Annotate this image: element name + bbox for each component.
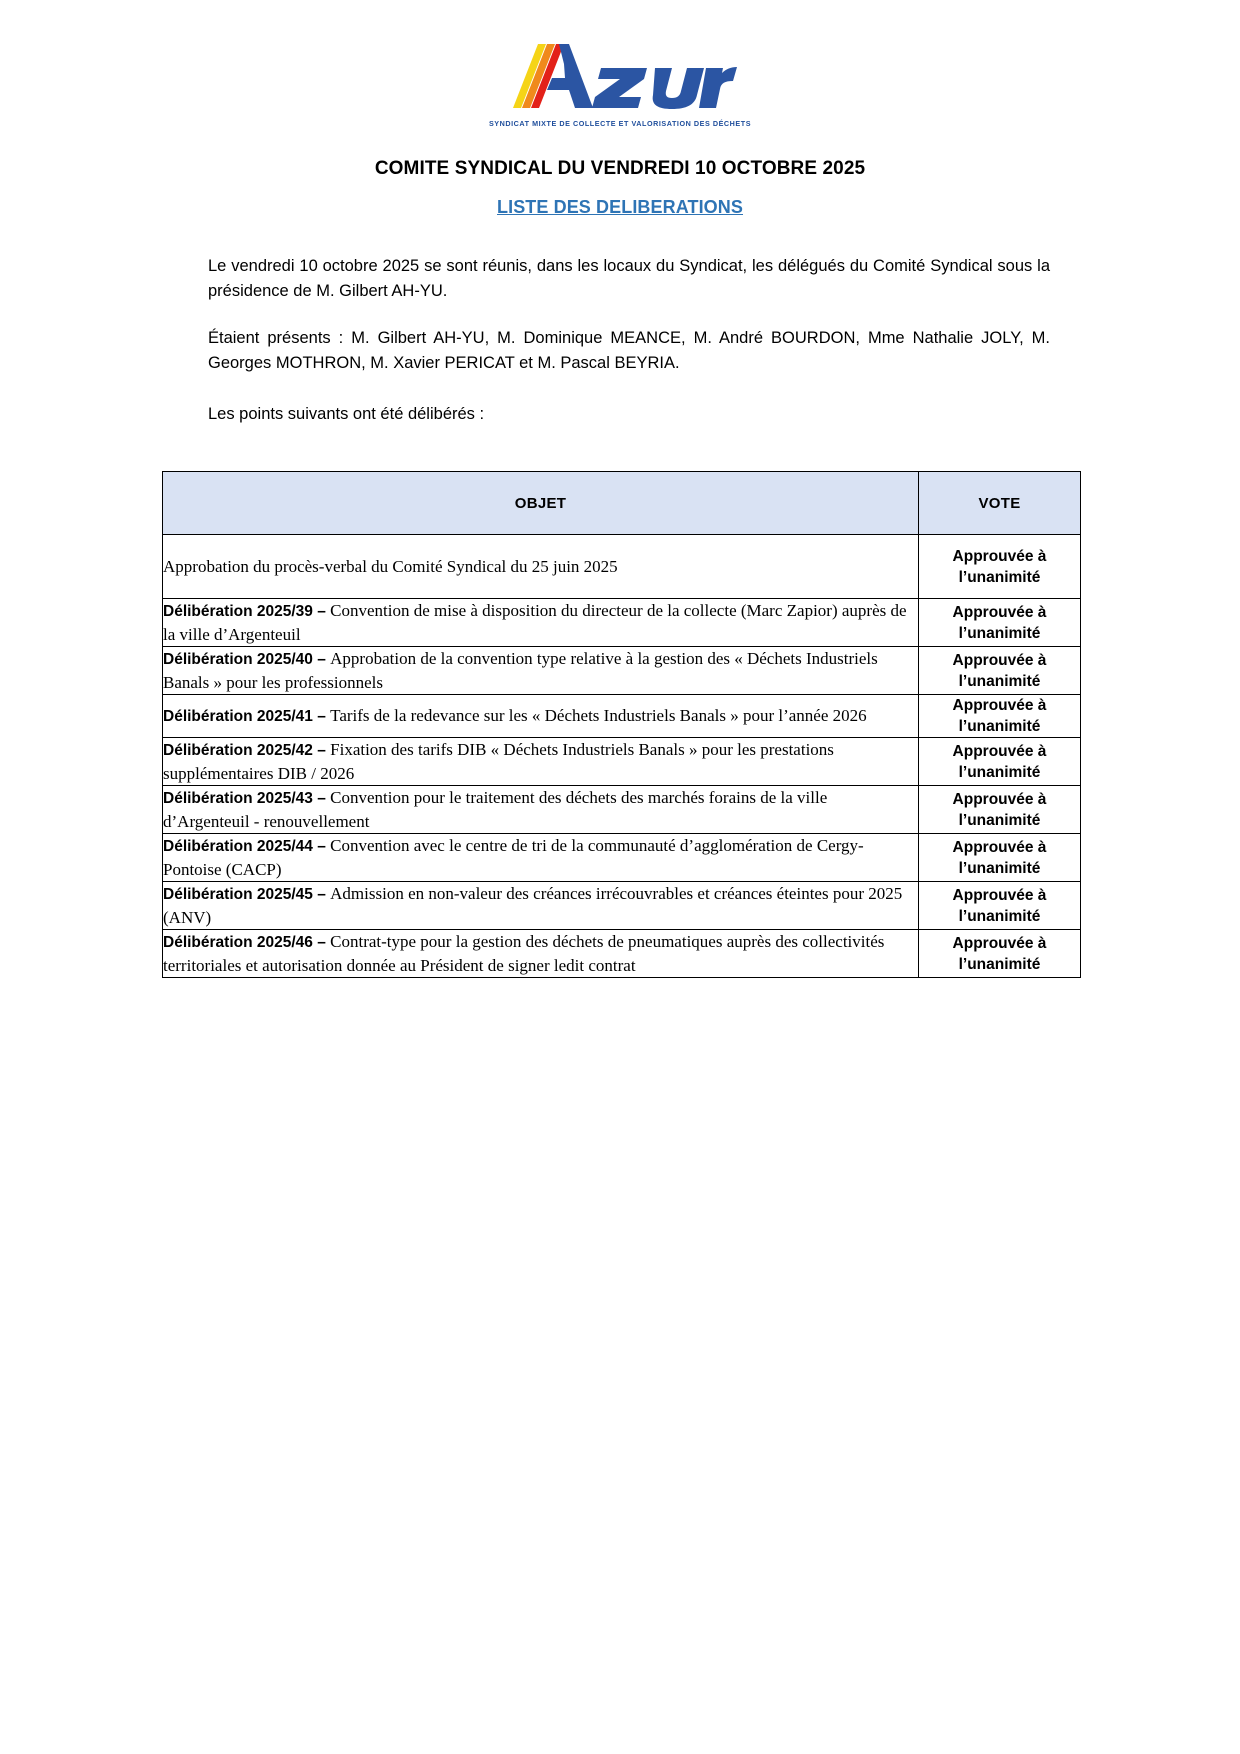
table-row <box>163 695 1081 738</box>
deliberation-number: Délibération 2025/44 – <box>163 838 331 855</box>
cell-vote: Approuvée à l’unanimité <box>919 882 1081 930</box>
cell-vote: Approuvée à l’unanimité <box>919 930 1081 978</box>
deliberation-number: Délibération 2025/39 – <box>163 603 331 620</box>
deliberation-subject: Approbation du procès-verbal du Comité Syndical du 25 juin 2025 <box>163 557 618 576</box>
table-row <box>163 738 1081 786</box>
deliberation-subject: Admission en non-valeur des créances irrécouvrables et créances éteintes pour 2025 (ANV) <box>163 884 903 927</box>
table-row <box>163 786 1081 834</box>
cell-objet <box>163 695 919 738</box>
deliberation-number: Délibération 2025/40 – <box>163 651 331 668</box>
cell-vote: Approuvée à l’unanimité <box>919 738 1081 786</box>
deliberation-subject: Convention de mise à disposition du directeur de la collecte (Marc Zapior) auprès de la ville d’Argenteuil <box>163 601 907 644</box>
cell-objet <box>163 599 919 647</box>
intro-paragraph-3: Les points suivants ont été délibérés : <box>208 405 485 423</box>
deliberation-number: Délibération 2025/43 – <box>163 790 331 807</box>
cell-objet <box>163 882 919 930</box>
deliberations-table-wrapper <box>162 471 1078 978</box>
azur-logo-tagline: SYNDICAT MIXTE DE COLLECTE ET VALORISATION DES DÉCHETS <box>488 119 752 128</box>
deliberation-number: Délibération 2025/42 – <box>163 742 331 759</box>
table-row <box>163 882 1081 930</box>
logo-block <box>0 0 1240 128</box>
deliberation-subject: Tarifs de la redevance sur les « Déchets Industriels Banals » pour l’année 2026 <box>330 706 867 725</box>
cell-vote: Approuvée à l’unanimité <box>919 599 1081 647</box>
cell-objet <box>163 647 919 695</box>
cell-vote: Approuvée à l’unanimité <box>919 786 1081 834</box>
cell-objet <box>163 786 919 834</box>
cell-objet <box>163 535 919 599</box>
deliberation-number: Délibération 2025/46 – <box>163 934 331 951</box>
table-row <box>163 647 1081 695</box>
azur-logo-mark <box>497 38 743 116</box>
table-row <box>163 930 1081 978</box>
cell-vote: Approuvée à l’unanimité <box>919 535 1081 599</box>
page-subtitle: LISTE DES DELIBERATIONS <box>497 197 743 217</box>
deliberation-number: Délibération 2025/41 – <box>163 708 331 725</box>
cell-objet <box>163 738 919 786</box>
table-row <box>163 535 1081 599</box>
cell-vote: Approuvée à l’unanimité <box>919 647 1081 695</box>
table-header-row <box>163 472 1081 535</box>
deliberation-subject: Convention avec le centre de tri de la communauté d’agglomération de Cergy-Pontoise (CACP) <box>163 836 864 879</box>
deliberation-subject: Fixation des tarifs DIB « Déchets Industriels Banals » pour les prestations supplémentaires DIB / 2026 <box>163 740 834 783</box>
cell-vote: Approuvée à l’unanimité <box>919 695 1081 738</box>
table-body <box>163 535 1081 978</box>
deliberation-number: Délibération 2025/45 – <box>163 886 331 903</box>
cell-objet <box>163 834 919 882</box>
cell-vote: Approuvée à l’unanimité <box>919 834 1081 882</box>
column-header-vote: VOTE <box>919 472 1081 535</box>
table-row <box>163 834 1081 882</box>
deliberation-subject: Contrat-type pour la gestion des déchets de pneumatiques auprès des collectivités territoriales et autorisation donnée au Président de signer ledit contrat <box>163 932 885 975</box>
column-header-objet: OBJET <box>163 472 919 535</box>
deliberation-subject: Approbation de la convention type relative à la gestion des « Déchets Industriels Banals » pour les professionnels <box>163 649 878 692</box>
azur-logo <box>475 38 765 128</box>
intro-paragraph-1: Le vendredi 10 octobre 2025 se sont réunis, dans les locaux du Syndicat, les délégués du Comité Syndical sous la présidence de M. Gilbert AH-YU. <box>208 257 1050 300</box>
page-title: COMITE SYNDICAL DU VENDREDI 10 OCTOBRE 2025 <box>374 158 866 179</box>
intro-text-block <box>190 254 1050 427</box>
table-head <box>163 472 1081 535</box>
intro-paragraph-2: Étaient présents : M. Gilbert AH-YU, M. Dominique MEANCE, M. André BOURDON, Mme Nathalie JOLY, M. Georges MOTHRON, M. Xavier PERICAT et M. Pascal BEYRIA. <box>208 329 1050 372</box>
azur-wordmark-icon <box>497 42 743 116</box>
table-row <box>163 599 1081 647</box>
cell-objet <box>163 930 919 978</box>
deliberation-subject: Convention pour le traitement des déchets des marchés forains de la ville d’Argenteuil - renouvellement <box>163 788 828 831</box>
deliberations-table <box>162 471 1081 978</box>
